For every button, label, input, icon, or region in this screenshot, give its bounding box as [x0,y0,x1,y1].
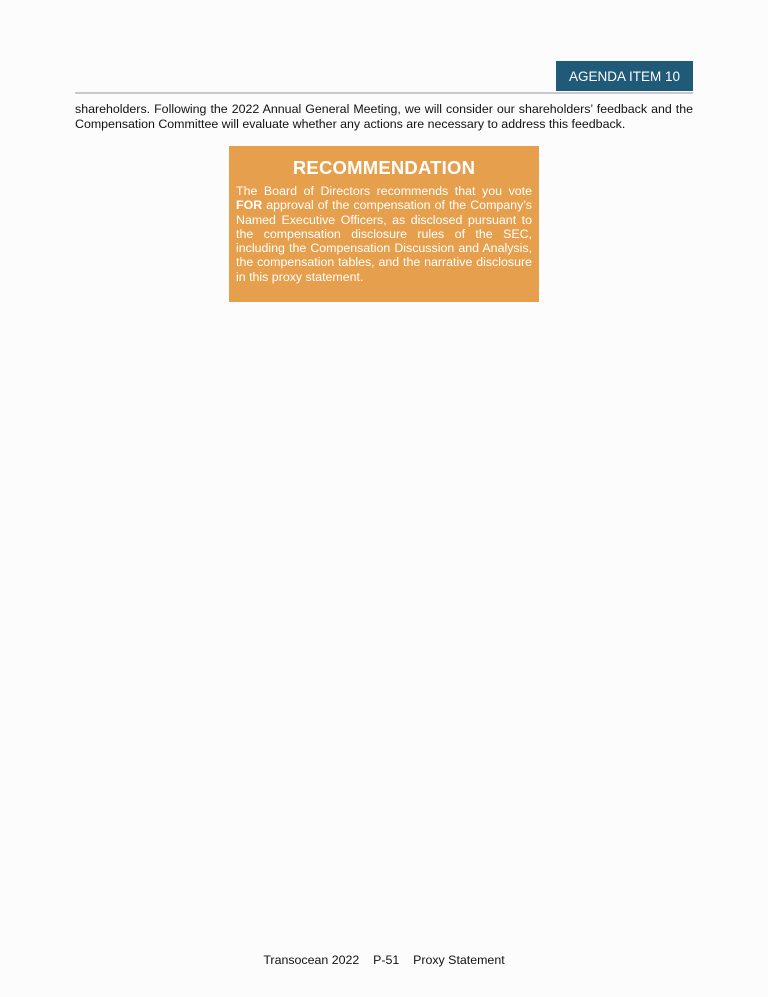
header-divider [75,92,693,94]
recommendation-body-emphasis: FOR [236,198,263,213]
agenda-item-tab: AGENDA ITEM 10 [556,61,693,91]
page-footer [0,953,768,967]
footer-company: Transocean 2022 [263,953,360,967]
recommendation-body [236,184,532,284]
footer-page-number: P-51 [373,953,400,967]
intro-paragraph: shareholders. Following the 2022 Annual General Meeting, we will consider our shareholders’ feedback and the Compensation Committee will evaluate whether any actions are necessary to address this feedback. [75,102,693,131]
recommendation-title: RECOMMENDATION [292,157,476,178]
recommendation-body-prefix: The Board of Directors recommends that you vote [236,184,532,198]
recommendation-box [229,146,539,302]
footer-doc-title: Proxy Statement [413,953,505,967]
recommendation-body-suffix: approval of the compensation of the Company’s Named Executive Officers, as disclosed pursuant to the compensation disclosure rules of the SEC, including the Compensation Discussion and Analysis, the compensation tables, and the narrative disclosure in this proxy statement. [236,198,532,284]
